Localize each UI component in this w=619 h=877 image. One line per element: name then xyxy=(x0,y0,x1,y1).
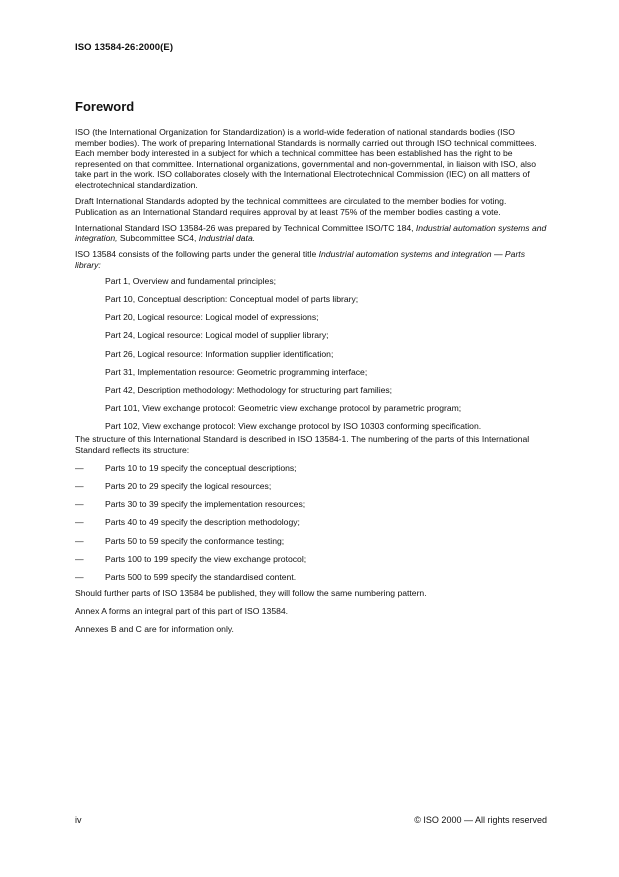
dash-bullet: — xyxy=(75,499,84,510)
dash-bullet: — xyxy=(75,463,84,474)
paragraph xyxy=(75,223,547,244)
dash-bullet: — xyxy=(75,481,84,492)
document-id: ISO 13584-26:2000(E) xyxy=(75,42,174,53)
structure-list xyxy=(75,463,547,582)
list-item-text: Parts 10 to 19 specify the conceptual descriptions; xyxy=(105,463,297,474)
list-item-text: Parts 50 to 59 specify the conformance testing; xyxy=(105,535,285,546)
copyright-notice: © ISO 2000 — All rights reserved xyxy=(414,815,547,825)
subcommittee-title: Industrial data. xyxy=(198,233,256,244)
list-item: Part 24, Logical resource: Logical model of supplier library; xyxy=(105,330,329,341)
list-item xyxy=(75,517,547,528)
general-title: Industrial automation systems and integration — Parts library: xyxy=(75,249,525,271)
list-item xyxy=(75,481,547,492)
text-run: Subcommittee SC4, xyxy=(117,233,199,244)
paragraph: Annex A forms an integral part of this part of ISO 13584. xyxy=(75,605,289,616)
list-item-text: Parts 100 to 199 specify the view exchange protocol; xyxy=(105,553,307,564)
paragraph: Should further parts of ISO 13584 be published, they will follow the same numbering pattern. xyxy=(75,587,427,598)
list-item: Part 20, Logical resource: Logical model of expressions; xyxy=(105,312,319,323)
paragraph xyxy=(75,249,547,270)
dash-bullet: — xyxy=(75,553,84,564)
list-item xyxy=(75,499,547,510)
paragraph: ISO (the International Organization for Standardization) is a world-wide federation of national standards bodies (ISO member bodies). The work of preparing International Standards is normally carried out through ISO technical committees. Each member body interested in a subject for which a technical committee has been established has the right to be represented on that committee. International organizations, governmental and non-governmental, in liaison with ISO, also take part in the work. ISO collaborates closely with the International Electrotechnical Commission (IEC) on all matters of electrotechnical standardization. xyxy=(75,127,537,190)
foreword-body xyxy=(75,127,547,640)
list-item: Part 101, View exchange protocol: Geometric view exchange protocol by parametric program; xyxy=(105,402,462,413)
list-item xyxy=(75,536,547,547)
dash-bullet: — xyxy=(75,517,84,528)
list-item: Part 26, Logical resource: Information supplier identification; xyxy=(105,348,334,359)
list-item-text: Parts 30 to 39 specify the implementation resources; xyxy=(105,499,306,510)
text-run: ISO 13584 consists of the following parts under the general title xyxy=(75,249,319,260)
parts-list xyxy=(75,276,547,431)
list-item: Part 10, Conceptual description: Conceptual model of parts library; xyxy=(105,294,359,305)
list-item: Part 102, View exchange protocol: View exchange protocol by ISO 10303 conforming specification. xyxy=(105,420,482,431)
paragraph: The structure of this International Standard is described in ISO 13584-1. The numbering of the parts of this International Standard reflects its structure: xyxy=(75,434,530,456)
text-run: International Standard ISO 13584-26 was prepared by Technical Committee ISO/TC 184, xyxy=(75,222,416,233)
list-item: Part 1, Overview and fundamental principles; xyxy=(105,276,277,287)
list-item xyxy=(75,572,547,583)
committee-title: Industrial automation systems and integration, xyxy=(75,222,547,244)
list-item: Part 31, Implementation resource: Geometric programming interface; xyxy=(105,366,368,377)
list-item-text: Parts 40 to 49 specify the description methodology; xyxy=(105,517,300,528)
list-item xyxy=(75,463,547,474)
paragraph: Annexes B and C are for information only. xyxy=(75,624,234,634)
paragraph: Draft International Standards adopted by the technical committees are circulated to the member bodies for voting. Publication as an International Standard requires approval by at least 75% of the member bodies casting a vote. xyxy=(75,196,507,217)
dash-bullet: — xyxy=(75,535,84,546)
page-title: Foreword xyxy=(75,99,135,114)
page-number: iv xyxy=(75,815,82,825)
dash-bullet: — xyxy=(75,571,84,582)
list-item-text: Parts 500 to 599 specify the standardised content. xyxy=(105,571,297,582)
list-item-text: Parts 20 to 29 specify the logical resources; xyxy=(105,481,272,492)
list-item: Part 42, Description methodology: Methodology for structuring part families; xyxy=(105,384,393,395)
list-item xyxy=(75,554,547,565)
